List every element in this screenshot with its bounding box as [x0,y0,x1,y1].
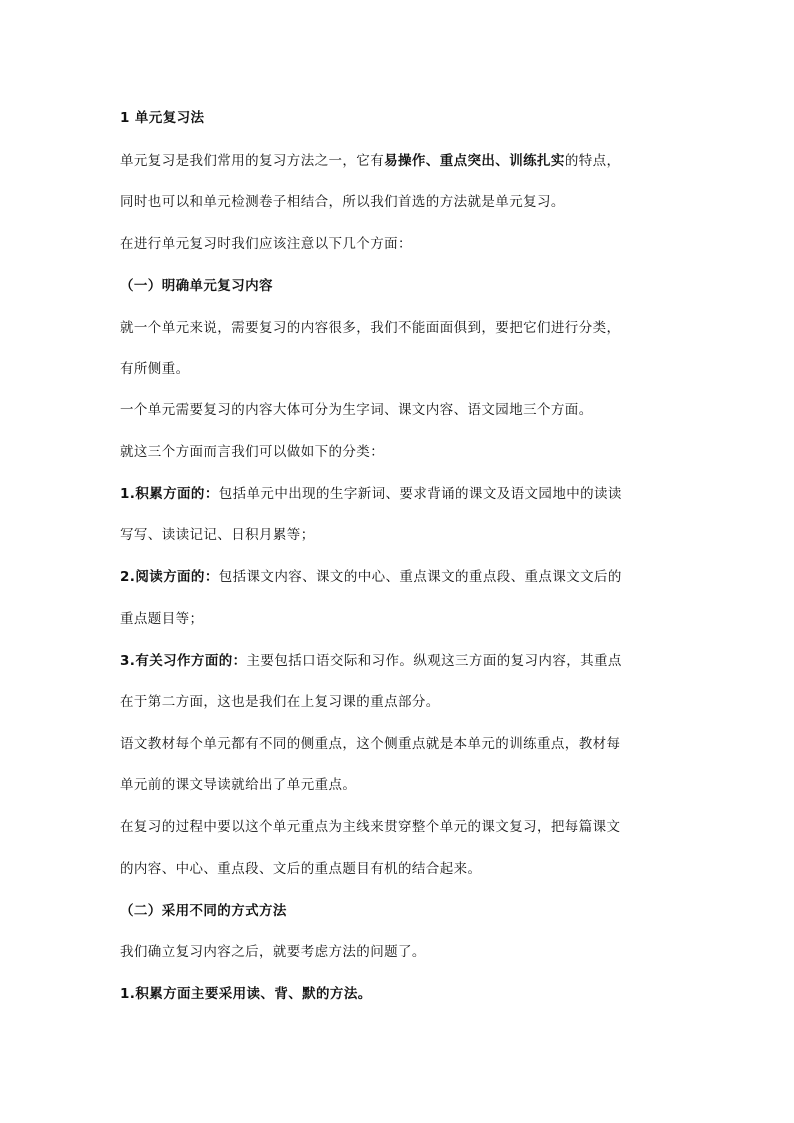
paragraph-line: 在于第二方面，这也是我们在上复习课的重点部分。 [120,694,440,710]
item-label: 1.积累方面的： [120,486,219,502]
paragraph-line: 在复习的过程中要以这个单元重点为主线来贯穿整个单元的课文复习，把每篇课文 [120,819,621,835]
text-span: 的特点， [564,153,621,169]
text-span: 单元复习是我们常用的复习方法之一，它有 [120,153,385,169]
paragraph-line: 有所侧重。 [120,361,190,377]
item-label: 2.阅读方面的： [120,569,219,585]
paragraph-line: 就一个单元来说，需要复习的内容很多，我们不能面面俱到，要把它们进行分类， [120,320,621,336]
paragraph-line: 重点题目等； [120,611,204,627]
paragraph-line: 的内容、中心、重点段、文后的重点题目有机的结合起来。 [120,861,482,877]
item-text: 包括课文内容、课文的中心、重点课文的重点段、重点课文文后的 [218,569,622,585]
paragraph-line: 单元前的课文导读就给出了单元重点。 [120,777,357,793]
list-item [120,484,700,504]
paragraph-line: 我们确立复习内容之后，就要考虑方法的问题了。 [120,944,426,960]
item-text: 包括单元中出现的生字新词、要求背诵的课文及语文园地中的读读 [218,486,622,502]
heading: 1 单元复习法 [120,110,205,126]
paragraph-line: 一个单元需要复习的内容大体可分为生字词、课文内容、语文园地三个方面。 [120,402,593,418]
paragraph-line: 就这三个方面而言我们可以做如下的分类： [120,444,385,460]
paragraph-line: 语文教材每个单元都有不同的侧重点，这个侧重点就是本单元的训练重点，教材每 [120,736,621,752]
item-text: 主要包括口语交际和习作。纵观这三方面的复习内容，其重点 [246,653,622,669]
paragraph-line: 同时也可以和单元检测卷子相结合，所以我们首选的方法就是单元复习。 [120,194,565,210]
list-item [120,651,700,671]
list-item [120,567,700,587]
paragraph-line [120,151,700,171]
emphasis-span: 易操作、重点突出、训练扎实 [384,153,565,169]
list-item: 1.积累方面主要采用读、背、默的方法。 [120,986,372,1002]
paragraph-line: 写写、读读记记、日积月累等； [120,527,315,543]
item-label: 3.有关习作方面的： [120,653,247,669]
section-title: （一）明确单元复习内容 [120,278,273,294]
section-title: （二）采用不同的方式方法 [120,903,287,919]
paragraph-line: 在进行单元复习时我们应该注意以下几个方面： [120,236,412,252]
